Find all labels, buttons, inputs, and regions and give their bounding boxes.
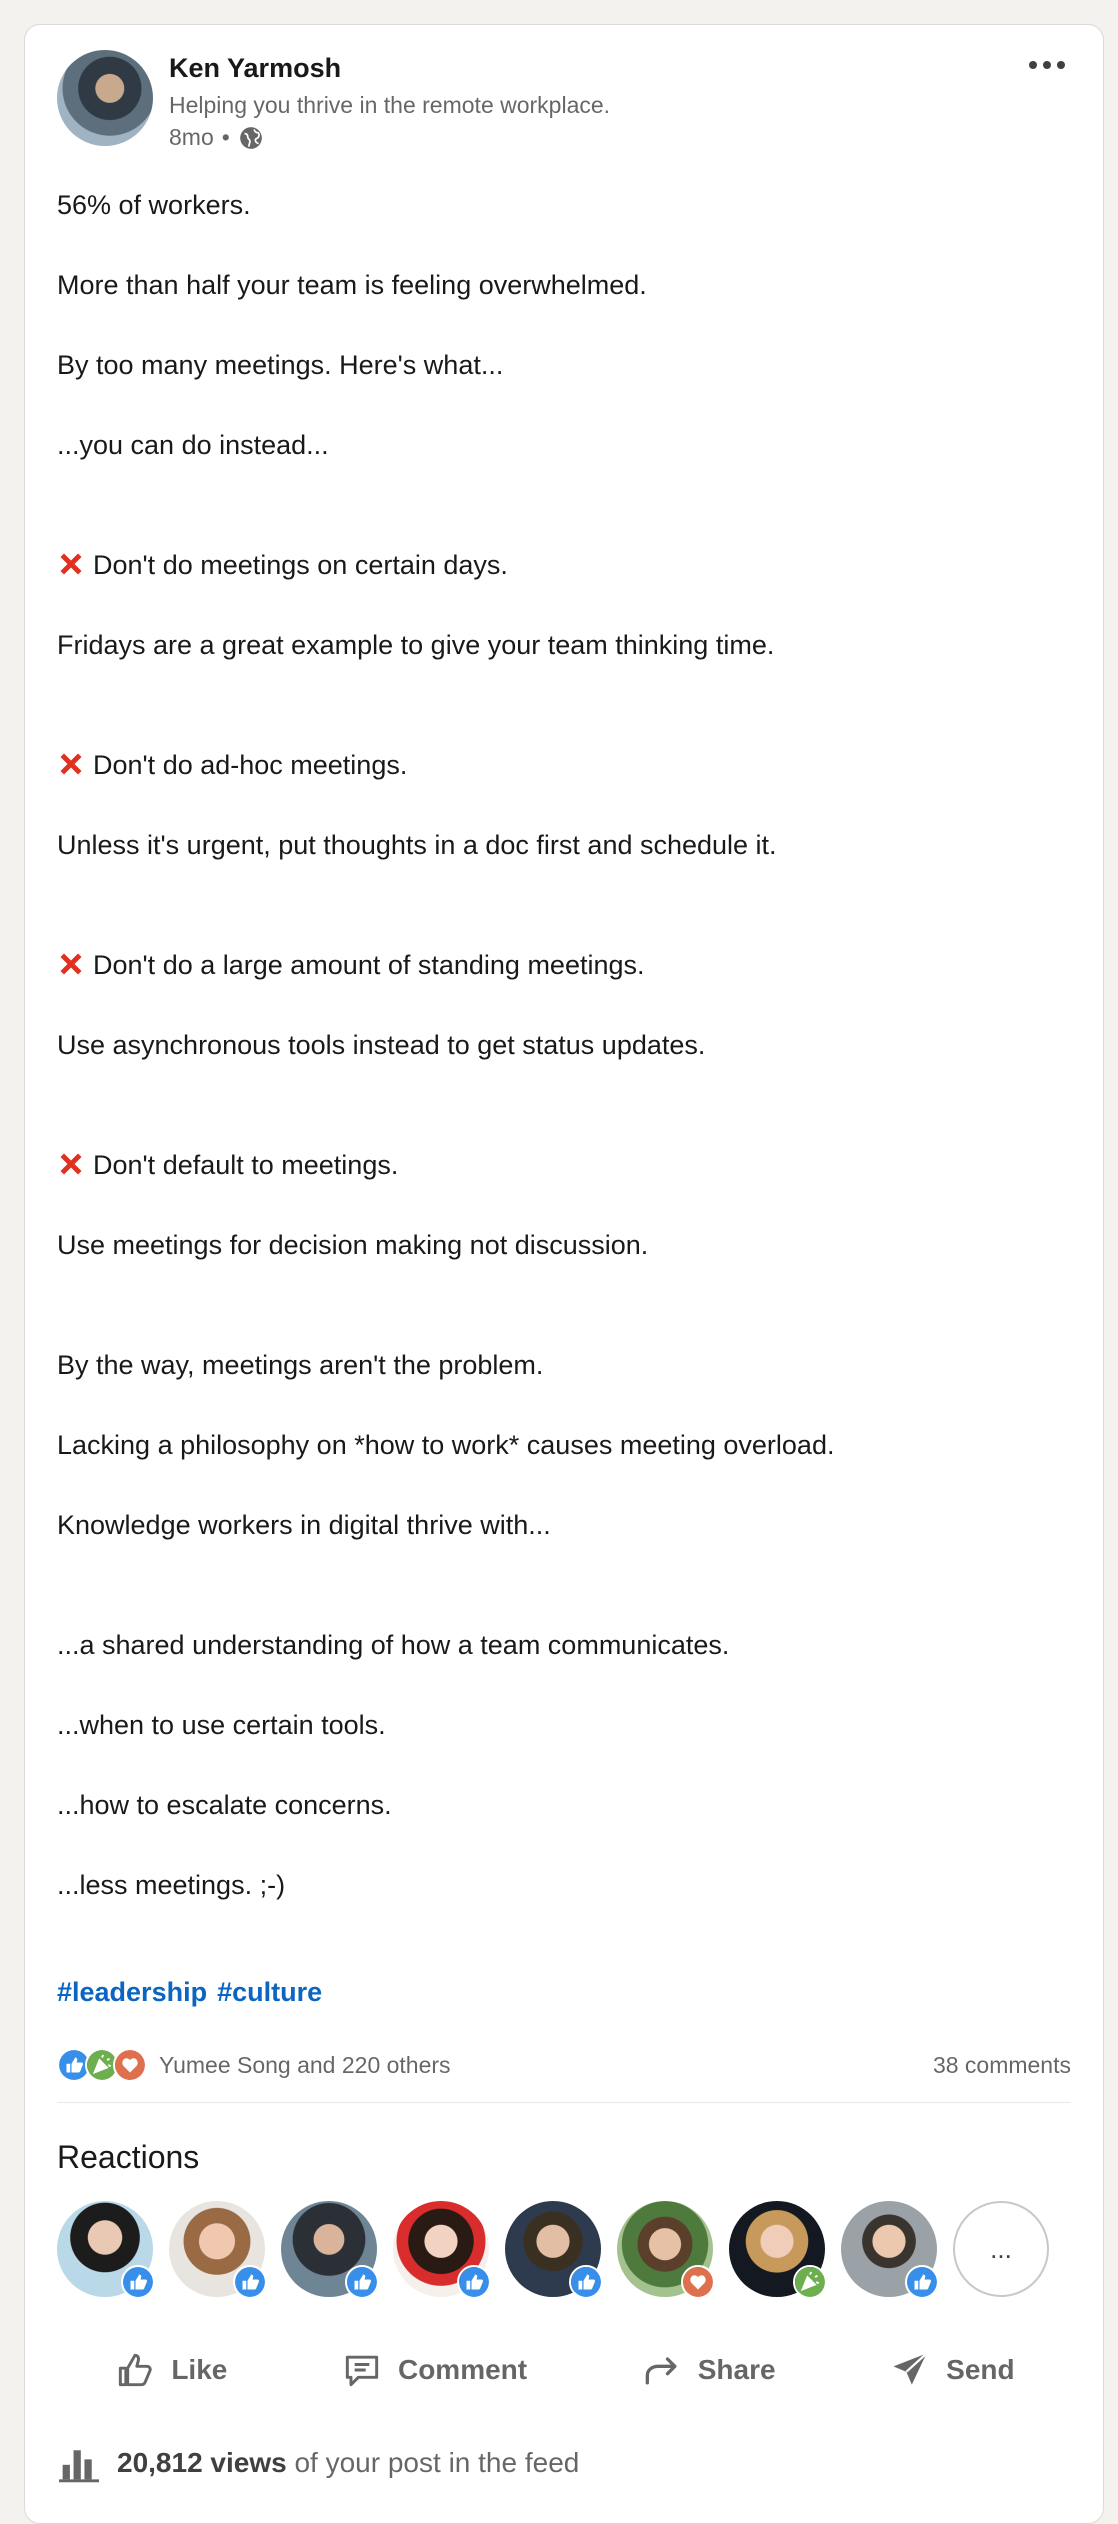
cross-mark-icon bbox=[57, 550, 85, 578]
reaction-icons[interactable] bbox=[57, 2048, 147, 2082]
reactions-title: Reactions bbox=[57, 2139, 200, 2175]
social-counts bbox=[57, 2045, 1071, 2085]
hashtag-leadership[interactable]: #leadership bbox=[57, 1977, 208, 2007]
reactor-avatar[interactable] bbox=[729, 2201, 825, 2297]
views-text bbox=[117, 2447, 579, 2479]
post-paragraph: Lacking a philosophy on *how to work* causes meeting overload. bbox=[57, 1430, 835, 1460]
more-options-icon[interactable] bbox=[1023, 45, 1071, 85]
post-paragraph-text: Don't do meetings on certain days. bbox=[93, 550, 508, 580]
author-name[interactable]: Ken Yarmosh bbox=[169, 53, 342, 83]
send-icon bbox=[888, 2348, 932, 2392]
comment-label: Comment bbox=[397, 2354, 528, 2385]
bar-chart-icon bbox=[57, 2443, 101, 2483]
reactor-avatar[interactable] bbox=[393, 2201, 489, 2297]
post-paragraph-text: Don't do a large amount of standing meetings. bbox=[93, 950, 645, 980]
comment-icon bbox=[340, 2348, 384, 2392]
meta-separator: • bbox=[221, 124, 230, 150]
post-paragraph: Use asynchronous tools instead to get status updates. bbox=[57, 1030, 706, 1060]
like-icon bbox=[233, 2265, 267, 2299]
views-analytics[interactable] bbox=[57, 2443, 579, 2483]
post-paragraph: Knowledge workers in digital thrive with... bbox=[57, 1510, 551, 1540]
post-card bbox=[24, 24, 1104, 2524]
post-paragraph: ...when to use certain tools. bbox=[57, 1710, 386, 1740]
cross-mark-icon bbox=[57, 750, 85, 778]
reactor-avatar[interactable] bbox=[617, 2201, 713, 2297]
comment-button[interactable] bbox=[340, 2348, 527, 2392]
post-paragraph: By the way, meetings aren't the problem. bbox=[57, 1350, 544, 1380]
post-paragraph bbox=[57, 545, 508, 585]
love-icon bbox=[113, 2048, 147, 2082]
hashtags bbox=[57, 1977, 322, 2008]
like-label: Like bbox=[171, 2354, 228, 2385]
post-time: 8mo bbox=[169, 124, 214, 150]
like-icon bbox=[457, 2265, 491, 2299]
like-icon bbox=[121, 2265, 155, 2299]
like-icon bbox=[345, 2265, 379, 2299]
reactor-avatar[interactable] bbox=[505, 2201, 601, 2297]
reactors-list bbox=[57, 2201, 1049, 2297]
post-meta bbox=[169, 124, 264, 151]
love-icon bbox=[681, 2265, 715, 2299]
post-paragraph-text: Don't default to meetings. bbox=[93, 1150, 399, 1180]
author-headline: Helping you thrive in the remote workplace. bbox=[169, 92, 611, 118]
cross-mark-icon bbox=[57, 950, 85, 978]
post-paragraph bbox=[57, 1145, 398, 1185]
reactor-avatar[interactable] bbox=[169, 2201, 265, 2297]
post-paragraph: Unless it's urgent, put thoughts in a doc first and schedule it. bbox=[57, 830, 777, 860]
send-label: Send bbox=[946, 2354, 1015, 2385]
cross-mark-icon bbox=[57, 1150, 85, 1178]
hashtag-culture[interactable]: #culture bbox=[217, 1977, 323, 2007]
send-button[interactable] bbox=[888, 2348, 1014, 2392]
post-paragraph: ...less meetings. ;-) bbox=[57, 1870, 286, 1900]
reactions-summary[interactable]: Yumee Song and 220 others bbox=[159, 2051, 451, 2078]
share-button[interactable] bbox=[640, 2348, 776, 2392]
post-paragraph: Fridays are a great example to give your team thinking time. bbox=[57, 630, 775, 660]
post-paragraph: By too many meetings. Here's what... bbox=[57, 350, 504, 380]
reactor-avatar[interactable] bbox=[281, 2201, 377, 2297]
post-paragraph-text: Don't do ad-hoc meetings. bbox=[93, 750, 408, 780]
post-paragraph bbox=[57, 745, 407, 785]
post-paragraph: More than half your team is feeling overwhelmed. bbox=[57, 270, 647, 300]
author-avatar[interactable] bbox=[57, 50, 153, 146]
globe-icon bbox=[238, 125, 264, 151]
like-icon bbox=[905, 2265, 939, 2299]
more-reactors-button[interactable]: ... bbox=[953, 2201, 1049, 2297]
post-paragraph: ...you can do instead... bbox=[57, 430, 329, 460]
comments-count[interactable]: 38 comments bbox=[932, 2051, 1071, 2078]
post-paragraph: ...how to escalate concerns. bbox=[57, 1790, 392, 1820]
share-icon bbox=[640, 2348, 684, 2392]
share-label: Share bbox=[697, 2354, 776, 2385]
post-paragraph bbox=[57, 945, 645, 985]
views-suffix: of your post in the feed bbox=[286, 2447, 580, 2478]
post-actions bbox=[57, 2335, 1071, 2405]
reactor-avatar[interactable] bbox=[57, 2201, 153, 2297]
post-paragraph: Use meetings for decision making not discussion. bbox=[57, 1230, 649, 1260]
post-paragraph: 56% of workers. bbox=[57, 190, 251, 220]
post-paragraph: ...a shared understanding of how a team communicates. bbox=[57, 1630, 730, 1660]
views-count: 20,812 views bbox=[117, 2447, 287, 2478]
like-icon bbox=[569, 2265, 603, 2299]
like-button[interactable] bbox=[113, 2348, 227, 2392]
divider bbox=[57, 2102, 1071, 2103]
reactor-avatar[interactable] bbox=[841, 2201, 937, 2297]
like-icon bbox=[113, 2348, 157, 2392]
celebrate-icon bbox=[793, 2265, 827, 2299]
